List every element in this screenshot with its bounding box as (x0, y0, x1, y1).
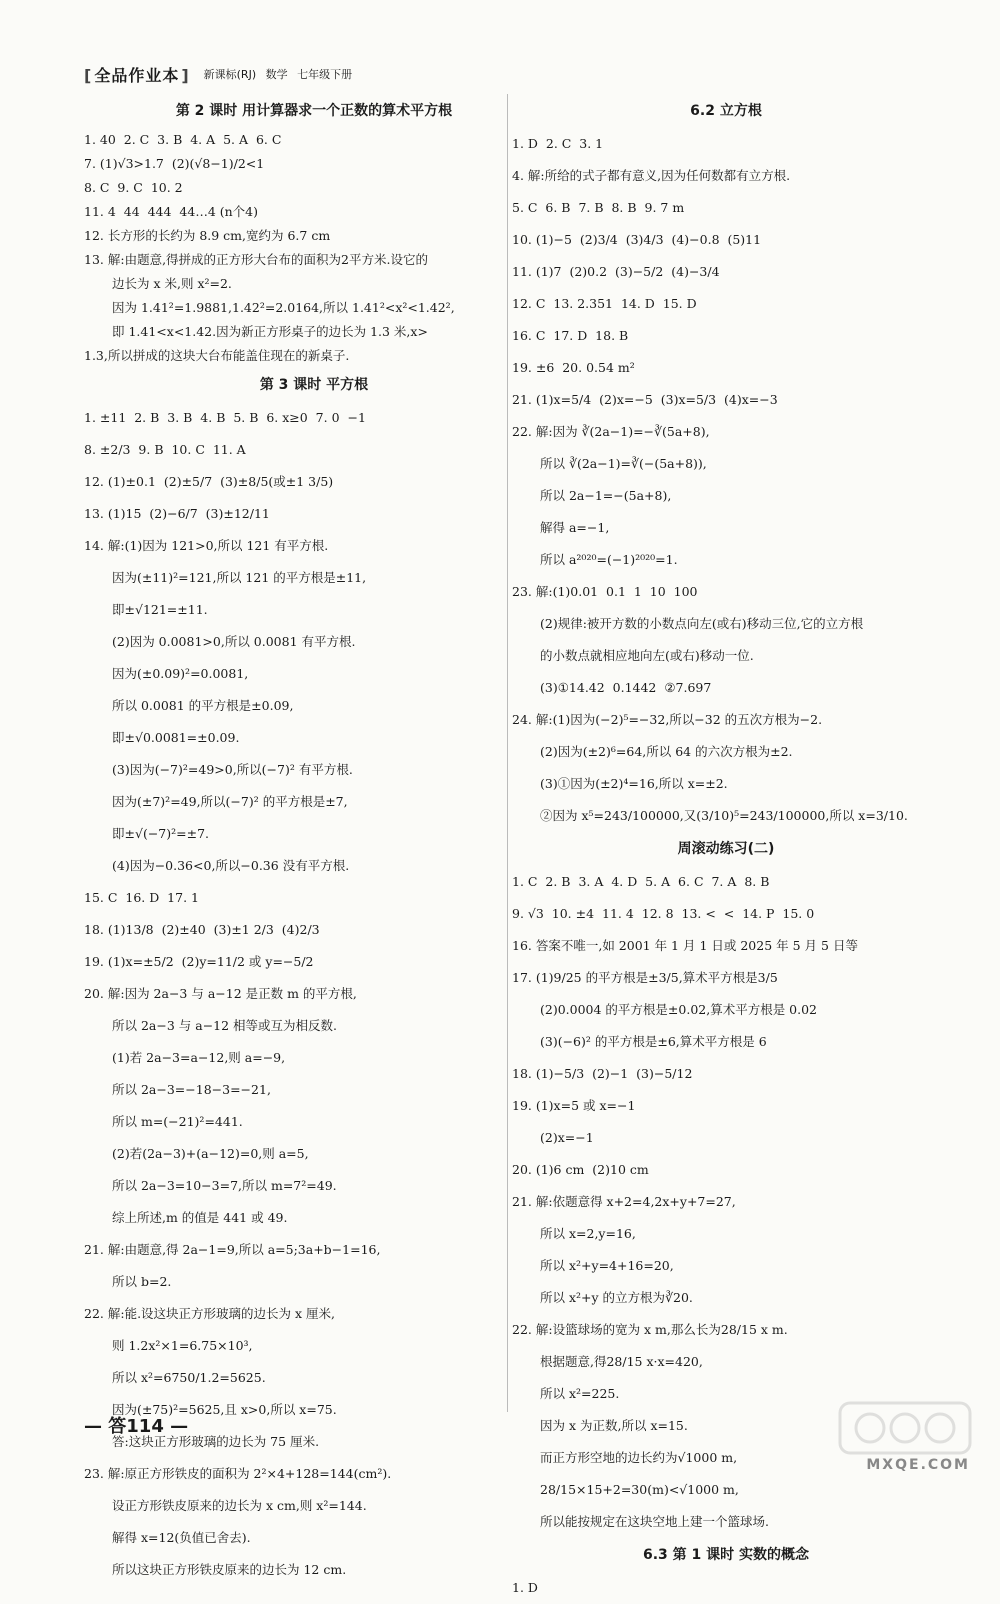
section-title-lesson3: 第 3 课时 平方根 (259, 377, 369, 393)
answer-line: 的小数点就相应地向左(或右)移动一位. (540, 648, 754, 663)
answer-line: 18. (1)13/8 (2)±40 (3)±1 2/3 (4)2/3 (84, 922, 320, 937)
answer-line: 8. ±2/3 9. B 10. C 11. A (84, 442, 246, 457)
answers-cube-root (512, 128, 940, 832)
answers-lesson2 (84, 128, 544, 368)
answer-line: (2)因为 0.0081>0,所以 0.0081 有平方根. (112, 634, 356, 649)
answer-line: 13. (1)15 (2)−6/7 (3)±12/11 (84, 506, 270, 521)
answer-line: 解得 a=−1, (540, 520, 610, 535)
answer-line: 12. C 13. 2.351 14. D 15. D (512, 296, 697, 311)
answer-line: 23. 解:(1)0.01 0.1 1 10 100 (512, 584, 698, 599)
left-column (84, 94, 544, 1586)
answer-line: 所以 a²⁰²⁰=(−1)²⁰²⁰=1. (540, 552, 678, 567)
answer-line: 17. (1)9/25 的平方根是±3/5,算术平方根是3/5 (512, 970, 778, 985)
answer-line: 20. (1)6 cm (2)10 cm (512, 1162, 649, 1177)
answer-line: 22. 解:能.设这块正方形玻璃的边长为 x 厘米, (84, 1306, 336, 1321)
answer-line: 所以 x²+y 的立方根为∛20. (540, 1290, 693, 1305)
answer-line: (2)因为(±2)⁶=64,所以 64 的六次方根为±2. (540, 744, 793, 759)
answer-line: 设正方形铁皮原来的边长为 x cm,则 x²=144. (112, 1498, 367, 1513)
answer-line: 16. C 17. D 18. B (512, 328, 629, 343)
answer-line: 12. (1)±0.1 (2)±5/7 (3)±8/5(或±1 3/5) (84, 474, 334, 489)
brand-title: [ 全品作业本 ] (84, 63, 190, 86)
answer-line: 所以 0.0081 的平方根是±0.09, (112, 698, 294, 713)
watermark-text: MXQE.COM (866, 1457, 970, 1473)
answer-line: 19. (1)x=5 或 x=−1 (512, 1098, 636, 1113)
answer-line: 所以 x=2,y=16, (540, 1226, 636, 1241)
answer-line: 所以 2a−3=10−3=7,所以 m=7²=49. (112, 1178, 337, 1193)
answer-line: (3)因为(−7)²=49>0,所以(−7)² 有平方根. (112, 762, 353, 777)
answer-line: 11. (1)7 (2)0.2 (3)−5/2 (4)−3/4 (512, 264, 720, 279)
answer-line: 23. 解:原正方形铁皮的面积为 2²×4+128=144(cm²). (84, 1466, 392, 1481)
answer-line: 因为 x 为正数,所以 x=15. (540, 1418, 688, 1433)
answer-line: 20. 解:因为 2a−3 与 a−12 是正数 m 的平方根, (84, 986, 357, 1001)
answer-line: 1. C 2. B 3. A 4. D 5. A 6. C 7. A 8. B (512, 874, 770, 889)
answer-line: 18. (1)−5/3 (2)−1 (3)−5/12 (512, 1066, 693, 1081)
answer-line: 答:这块正方形玻璃的边长为 75 厘米. (112, 1434, 320, 1449)
answer-line: 根据题意,得28/15 x·x=420, (540, 1354, 703, 1369)
answer-line: 10. (1)−5 (2)3/4 (3)4/3 (4)−0.8 (5)11 (512, 232, 762, 247)
section-title-cube-root: 6.2 立方根 (690, 103, 762, 119)
answer-line: 综上所述,m 的值是 441 或 49. (112, 1210, 288, 1225)
answer-line: 24. 解:(1)因为(−2)⁵=−32,所以−32 的五次方根为−2. (512, 712, 823, 727)
answer-line: 所以 x²=6750/1.2=5625. (112, 1370, 266, 1385)
answer-line: 7. (1)√3>1.7 (2)(√8−1)/2<1 (84, 156, 265, 171)
section-title-lesson2: 第 2 课时 用计算器求一个正数的算术平方根 (175, 103, 453, 119)
answer-line: 19. (1)x=±5/2 (2)y=11/2 或 y=−5/2 (84, 954, 314, 969)
answer-line: (3)①因为(±2)⁴=16,所以 x=±2. (540, 776, 728, 791)
answer-line: 即±√0.0081=±0.09. (112, 730, 240, 745)
answer-line: 13. 解:由题意,得拼成的正方形大台布的面积为2平方米.设它的 (84, 252, 428, 267)
page-number: — 答114 — (84, 1416, 189, 1437)
answer-line: 5. C 6. B 7. B 8. B 9. 7 m (512, 200, 685, 215)
answer-line: 4. 解:所给的式子都有意义,因为任何数都有立方根. (512, 168, 791, 183)
answer-line: 则 1.2x²×1=6.75×10³, (112, 1338, 253, 1353)
answer-line: 1. D 2. C 3. 1 (512, 136, 604, 151)
answer-line: 所以 2a−3 与 a−12 相等或互为相反数. (112, 1018, 338, 1033)
answer-line: 所以 2a−3=−18−3=−21, (112, 1082, 271, 1097)
answer-line: 而正方形空地的边长约为√1000 m, (540, 1450, 738, 1465)
answer-line: 21. 解:依题意得 x+2=4,2x+y+7=27, (512, 1194, 736, 1209)
answer-line: ②因为 x⁵=243/100000,又(3/10)⁵=243/100000,所以 x=3/10. (540, 808, 908, 823)
section-title-weekly-review: 周滚动练习(二) (677, 841, 775, 857)
answer-line: (2)0.0004 的平方根是±0.02,算术平方根是 0.02 (540, 1002, 818, 1017)
answer-line: 16. 答案不唯一,如 2001 年 1 月 1 日或 2025 年 5 月 5 日等 (512, 938, 858, 953)
answer-line: 所以 2a−1=−(5a+8), (540, 488, 672, 503)
answer-line: 所以 b=2. (112, 1274, 172, 1289)
answer-line: (2)x=−1 (540, 1130, 594, 1145)
answer-line: 11. 4 44 444 44…4 (n个4) (84, 204, 258, 219)
answer-line: 因为(±7)²=49,所以(−7)² 的平方根是±7, (112, 794, 348, 809)
answer-line: (2)规律:被开方数的小数点向左(或右)移动三位,它的立方根 (540, 616, 864, 631)
answer-line: 即±√(−7)²=±7. (112, 826, 210, 841)
answer-line: (1)若 2a−3=a−12,则 a=−9, (112, 1050, 286, 1065)
answer-line: 1. ±11 2. B 3. B 4. B 5. B 6. x≥0 7. 0 −1 (84, 410, 366, 425)
answer-line: 解得 x=12(负值已舍去). (112, 1530, 251, 1545)
answer-line: 14. 解:(1)因为 121>0,所以 121 有平方根. (84, 538, 329, 553)
answer-line: (4)因为−0.36<0,所以−0.36 没有平方根. (112, 858, 350, 873)
answer-line: 1.3,所以拼成的这块大台布能盖住现在的新桌子. (84, 348, 350, 363)
answer-line: 因为(±11)²=121,所以 121 的平方根是±11, (112, 570, 367, 585)
answer-line: 边长为 x 米,则 x²=2. (112, 276, 232, 291)
answer-line: 15. C 16. D 17. 1 (84, 890, 199, 905)
page-header (84, 60, 504, 88)
answer-line: 22. 解:因为 ∛(2a−1)=−∛(5a+8), (512, 424, 710, 439)
right-column (512, 94, 940, 1604)
answer-line: 19. ±6 20. 0.54 m² (512, 360, 635, 375)
answer-line: (3)(−6)² 的平方根是±6,算术平方根是 6 (540, 1034, 767, 1049)
answers-real-numbers (512, 1572, 940, 1604)
answer-line: 12. 长方形的长约为 8.9 cm,宽约为 6.7 cm (84, 228, 331, 243)
answer-line: 因为(±0.09)²=0.0081, (112, 666, 249, 681)
answer-line: 即±√121=±11. (112, 602, 208, 617)
answer-line: 所以 x²=225. (540, 1386, 620, 1401)
answer-line: 因为(±75)²=5625,且 x>0,所以 x=75. (112, 1402, 337, 1417)
header-subtitle: 新课标(RJ) 数学 七年级下册 (203, 68, 353, 81)
answer-line: 所以能按规定在这块空地上建一个篮球场. (540, 1514, 769, 1529)
section-title-real-numbers: 6.3 第 1 课时 实数的概念 (642, 1547, 810, 1563)
answer-line: 8. C 9. C 10. 2 (84, 180, 183, 195)
answer-line: 因为 1.41²=1.9881,1.42²=2.0164,所以 1.41²<x²<1.42², (112, 300, 455, 315)
answer-line: 1. 40 2. C 3. B 4. A 5. A 6. C (84, 132, 282, 147)
answer-line: 28/15×15+2=30(m)<√1000 m, (540, 1482, 739, 1497)
answer-line: 所以 x²+y=4+16=20, (540, 1258, 674, 1273)
answer-line: 9. √3 10. ±4 11. 4 12. 8 13. < < 14. P 15. 0 (512, 906, 815, 921)
answer-line: 21. (1)x=5/4 (2)x=−5 (3)x=5/3 (4)x=−3 (512, 392, 778, 407)
answer-line: 21. 解:由题意,得 2a−1=9,所以 a=5;3a+b−1=16, (84, 1242, 381, 1257)
answer-line: (2)若(2a−3)+(a−12)=0,则 a=5, (112, 1146, 309, 1161)
answer-line: 1. D (512, 1580, 538, 1595)
answer-line: 所以 ∛(2a−1)=∛(−(5a+8)), (540, 456, 707, 471)
answer-line: (3)①14.42 0.1442 ②7.697 (540, 680, 712, 695)
answers-lesson3 (84, 402, 544, 1586)
answer-line: 即 1.41<x<1.42.因为新正方形桌子的边长为 1.3 米,x> (112, 324, 428, 339)
answer-line: 所以 m=(−21)²=441. (112, 1114, 243, 1129)
answer-line: 22. 解:设篮球场的宽为 x m,那么长为28/15 x m. (512, 1322, 788, 1337)
answer-line: 所以这块正方形铁皮原来的边长为 12 cm. (112, 1562, 347, 1577)
